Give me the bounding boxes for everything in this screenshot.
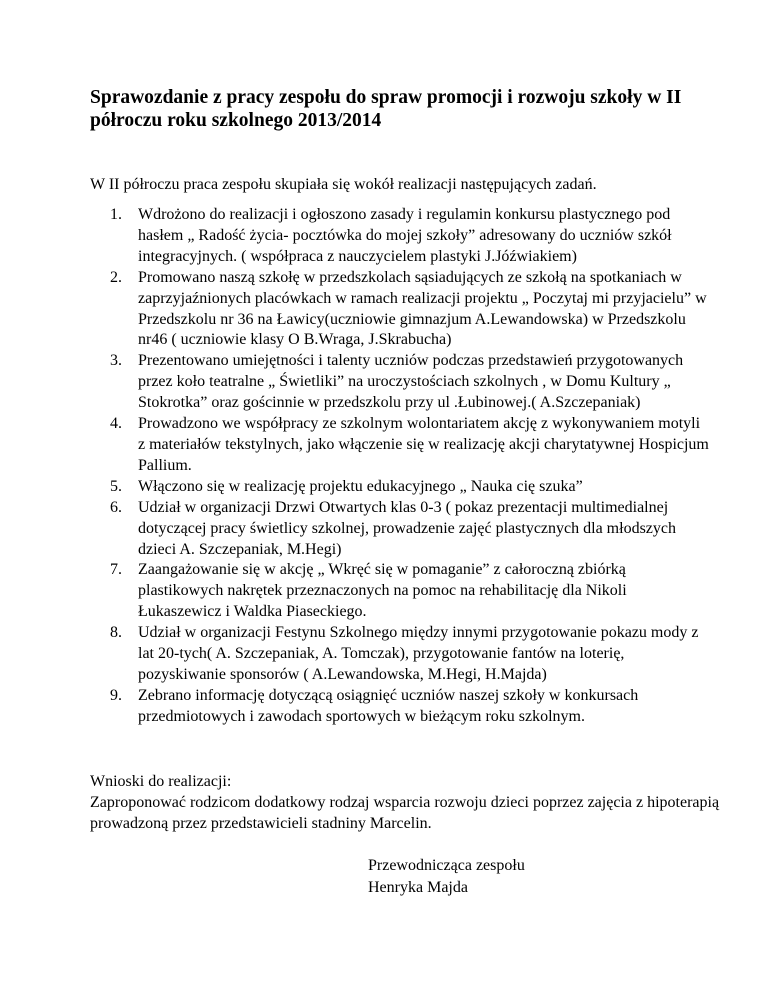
list-item-text: Zebrano informację dotyczącą osiągnięć uczniów naszej szkoły w konkursach przedmiotowych i zawodach sportowych w bieżącym roku szkolnym. xyxy=(138,686,639,725)
list-item-number: 5. xyxy=(110,477,122,495)
list-item xyxy=(90,414,710,477)
document-title: Sprawozdanie z pracy zespołu do spraw promocji i rozwoju szkoły w II półroczu roku szkolnego 2013/2014 xyxy=(90,87,682,131)
list-item xyxy=(90,686,710,728)
list-item-text: Zaangażowanie się w akcję „ Wkręć się w pomaganie” z całoroczną zbiórką plastikowych nakrętek przeznaczonych na pomoc na rehabilitację dla Nikoli Łukaszewicz i Waldka Piaseckiego. xyxy=(138,561,627,621)
conclusions-heading: Wnioski do realizacji: xyxy=(90,773,232,790)
list-item-number: 3. xyxy=(110,352,122,370)
conclusions-text: Zaproponować rodzicom dodatkowy rodzaj wsparcia rozwoju dzieci poprzez zajęcia z hipoterapią prowadzoną przez przedstawicieli stadniny Marcelin. xyxy=(90,794,720,832)
signature-block xyxy=(368,855,668,899)
list-item-number: 8. xyxy=(110,624,122,642)
list-item-number: 2. xyxy=(110,268,122,286)
task-list xyxy=(90,205,710,728)
intro-paragraph: W II półroczu praca zespołu skupiała się wokół realizacji następujących zadań. xyxy=(90,176,597,193)
list-item-text: Włączono się w realizację projektu edukacyjnego „ Nauka cię szuka” xyxy=(138,477,583,495)
list-item xyxy=(90,498,710,561)
list-item-number: 9. xyxy=(110,686,122,704)
list-item xyxy=(90,351,710,414)
list-item-text: Udział w organizacji Drzwi Otwartych klas 0-3 ( pokaz prezentacji multimedialnej dotyczącej pracy świetlicy szkolnej, prowadzenie zajęć plastycznych dla młodszych dzieci A. Szczepaniak, M.Hegi) xyxy=(138,498,676,558)
list-item-number: 1. xyxy=(110,206,122,223)
list-item xyxy=(90,268,710,352)
list-item-number: 6. xyxy=(110,498,122,516)
list-item-number: 4. xyxy=(110,415,122,433)
signature-role: Przewodnicząca zespołu xyxy=(368,857,525,874)
list-item-text: Wdrożono do realizacji i ogłoszono zasady i regulamin konkursu plastycznego pod hasłem „ Radość życia- pocztówka do mojej szkoły” adresowany do uczniów szkół integracyjnych. ( współpraca z nauczycielem plastyki J.Jóźwiakiem) xyxy=(138,206,672,265)
list-item-number: 7. xyxy=(110,561,122,579)
list-item xyxy=(90,560,710,623)
list-item-text: Promowano naszą szkołę w przedszkolach sąsiadujących ze szkołą na spotkaniach w zaprzyjaźnionych placówkach w ramach realizacji projektu „ Poczytaj mi przyjacielu” w Przedszkolu nr 36 na Ławicy(uczniowie gimnazjum A.Lewandowska) w Przedszkolu nr46 ( uczniowie klasy O B.Wraga, J.Skrabucha) xyxy=(138,268,707,349)
list-item-text: Prezentowano umiejętności i talenty uczniów podczas przedstawień przygotowanych przez koło teatralne „ Świetliki” na uroczystościach szkolnych , w Domu Kultury „ Stokrotka” oraz gościnnie w przedszkolu przy ul .Łubinowej.( A.Szczepaniak) xyxy=(138,352,684,412)
signature-name: Henryka Majda xyxy=(368,879,468,896)
list-item xyxy=(90,477,710,498)
list-item-text: Udział w organizacji Festynu Szkolnego między innymi przygotowanie pokazu mody z lat 20-tych( A. Szczepaniak, A. Tomczak), przygotowanie fantów na loterię, pozyskiwanie sponsorów ( A.Lewandowska, M.Hegi, H.Majda) xyxy=(138,624,699,683)
list-item xyxy=(90,205,710,268)
list-item-text: Prowadzono we współpracy ze szkolnym wolontariatem akcję z wykonywaniem motyli z materiałów tekstylnych, jako włączenie się w realizację akcji charytatywnej Hospicjum Pallium. xyxy=(138,415,709,474)
list-item xyxy=(90,623,710,686)
conclusions-section xyxy=(90,771,730,834)
